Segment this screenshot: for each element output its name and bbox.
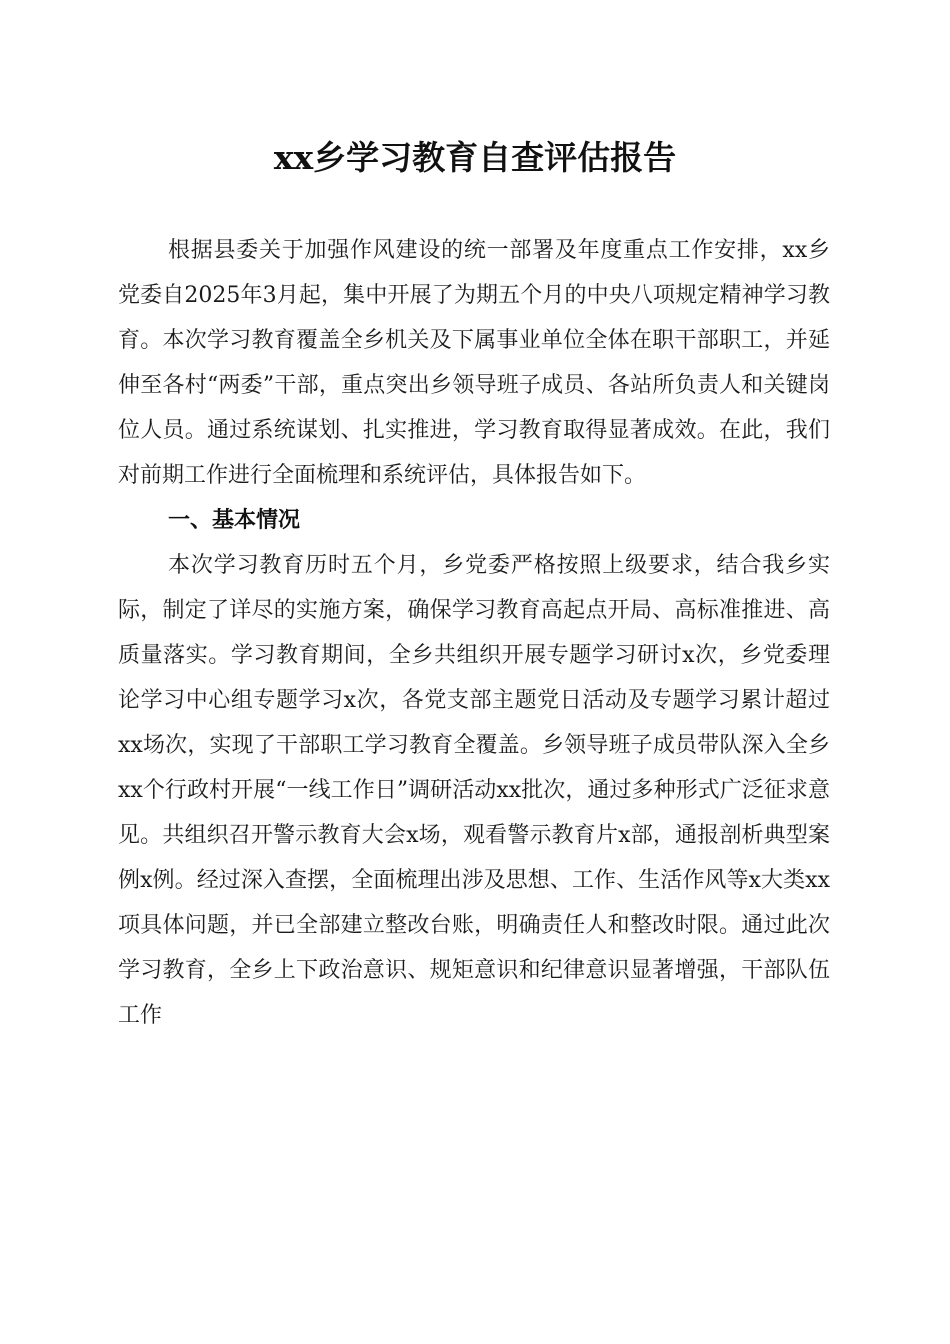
intro-paragraph: 根据县委关于加强作风建设的统一部署及年度重点工作安排，xx乡党委自2025年3月起，集中开展了为期五个月的中央八项规定精神学习教育。本次学习教育覆盖全乡机关及下属事业单位全体在职干部职工，并延伸至各村“两委”干部，重点突出乡领导班子成员、各站所负责人和关键岗位人员。通过系统谋划、扎实推进，学习教育取得显著成效。在此，我们对前期工作进行全面梳理和系统评估，具体报告如下。 <box>118 238 830 488</box>
document-body <box>118 228 830 1038</box>
section-heading-basic-situation: 一、基本情况 <box>168 508 301 533</box>
document-title: xx乡学习教育自查评估报告 <box>273 138 677 177</box>
basic-situation-paragraph: 本次学习教育历时五个月，乡党委严格按照上级要求，结合我乡实际，制定了详尽的实施方案，确保学习教育高起点开局、高标准推进、高质量落实。学习教育期间，全乡共组织开展专题学习研讨x次，乡党委理论学习中心组专题学习x次，各党支部主题党日活动及专题学习累计超过xx场次，实现了干部职工学习教育全覆盖。乡领导班子成员带队深入全乡xx个行政村开展“一线工作日”调研活动xx批次，通过多种形式广泛征求意见。共组织召开警示教育大会x场，观看警示教育片x部，通报剖析典型案例x例。经过深入查摆，全面梳理出涉及思想、工作、生活作风等x大类xx项具体问题，并已全部建立整改台账，明确责任人和整改时限。通过此次学习教育，全乡上下政治意识、规矩意识和纪律意识显著增强，干部队伍工作 <box>118 553 830 1028</box>
